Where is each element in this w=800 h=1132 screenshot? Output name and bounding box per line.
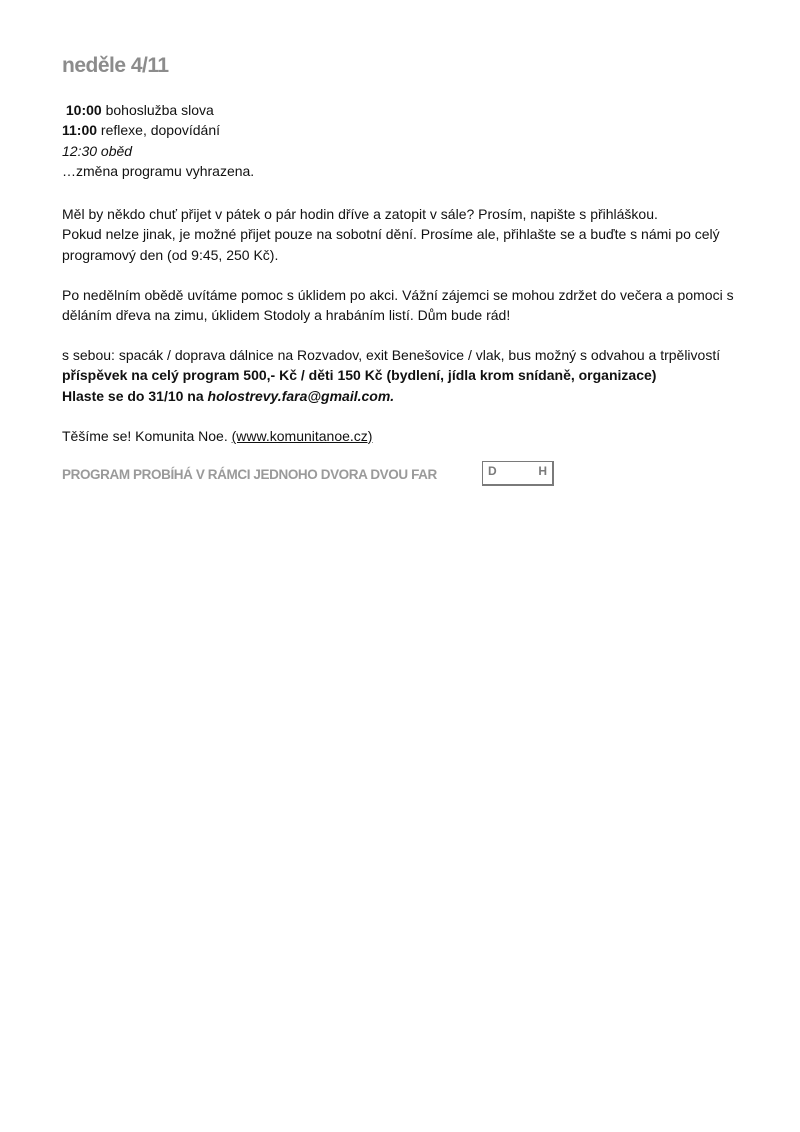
- footer-note: PROGRAM PROBÍHÁ V RÁMCI JEDNOHO DVORA DVOU FAR: [62, 467, 437, 482]
- program-time: 11:00: [62, 122, 98, 139]
- program-time: 10:00: [65, 102, 102, 118]
- register-prefix: Hlaste se do 31/10 na: [62, 387, 208, 404]
- arrival-paragraph: [62, 204, 720, 265]
- website-link[interactable]: (www.komunitanoe.cz): [231, 428, 373, 444]
- register-email[interactable]: holostrevy.fara@gmail.com.: [207, 387, 395, 404]
- practical-info: [62, 345, 720, 406]
- closing: [62, 426, 372, 446]
- paragraph-line: děláním dřeva na zimu, úklidem Stodoly a hrabáním listí. Dům bude rád!: [62, 307, 511, 324]
- lunch-item: 12:30 oběd: [62, 142, 133, 159]
- paragraph-line: Pokud nelze jinak, je možné přijet pouze na sobotní dění. Prosíme ale, přihlašte se a buďte s námi po celý: [62, 226, 720, 243]
- contribution-line: příspěvek na celý program 500,- Kč / děti 150 Kč (bydlení, jídla krom snídaně, organizace): [62, 367, 657, 384]
- paragraph-line: Měl by někdo chuť přijet v pátek o pár hodin dříve a zatopit v sále? Prosím, napište s přihláškou.: [62, 206, 658, 222]
- program-item: [62, 100, 254, 120]
- bring-line: s sebou: spacák / doprava dálnice na Rozvadov, exit Benešovice / vlak, bus možný s odvahou a trpělivostí: [62, 347, 721, 363]
- change-note: …změna programu vyhrazena.: [62, 163, 255, 180]
- paragraph-line: programový den (od 9:45, 250 Kč).: [62, 246, 279, 263]
- page-title: neděle 4/11: [62, 54, 169, 77]
- closing-text: Těšíme se! Komunita Noe.: [62, 428, 232, 444]
- dh-logo: [482, 461, 554, 486]
- register-line: [62, 386, 720, 406]
- program-item: [62, 120, 254, 140]
- cleanup-paragraph: [62, 285, 734, 326]
- program-text: bohoslužba slova: [101, 102, 214, 118]
- paragraph-line: Po nedělním obědě uvítáme pomoc s úklidem po akci. Vážní zájemci se mohou zdržet do večera a pomoci s: [62, 287, 734, 303]
- logo-letter-d: D: [488, 464, 497, 478]
- program-list: [62, 100, 254, 182]
- program-text: reflexe, dopovídání: [97, 122, 221, 139]
- logo-letter-h: H: [538, 464, 547, 478]
- closing-line: [62, 426, 372, 446]
